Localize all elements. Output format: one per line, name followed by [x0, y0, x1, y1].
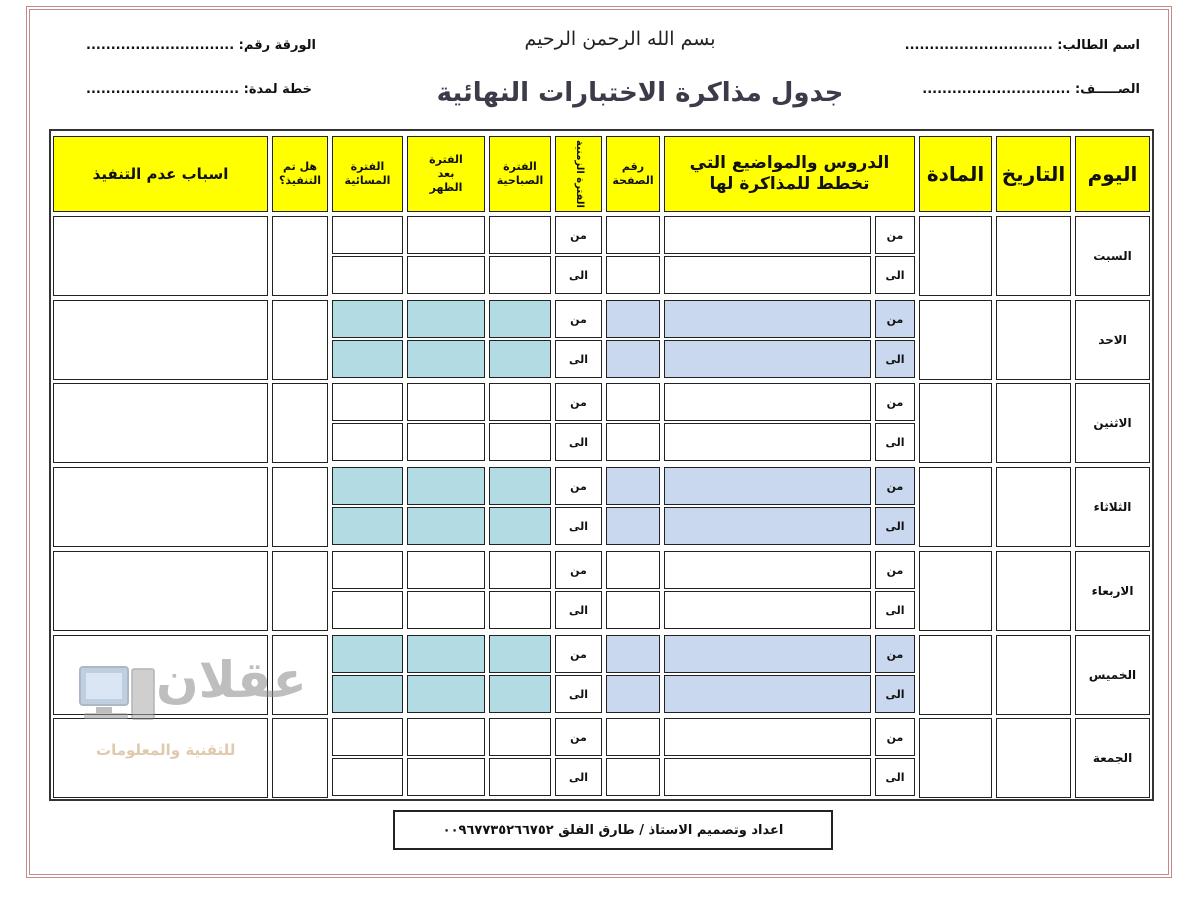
- executed-cell[interactable]: [272, 216, 328, 296]
- lessons-from-input[interactable]: [664, 718, 871, 756]
- header-time-period-label: الفترة الزمنية: [573, 140, 585, 208]
- evening-to-input[interactable]: [332, 423, 403, 461]
- to-label: الى: [875, 507, 915, 545]
- evening-from-input[interactable]: [332, 635, 403, 673]
- date-cell[interactable]: [996, 635, 1071, 715]
- evening-to-input[interactable]: [332, 507, 403, 545]
- time-from-label: من: [555, 383, 602, 421]
- from-label: من: [875, 383, 915, 421]
- from-label: من: [875, 635, 915, 673]
- afternoon-to-input[interactable]: [407, 591, 485, 629]
- morning-from-input[interactable]: [489, 467, 551, 505]
- page-to-input[interactable]: [606, 758, 660, 796]
- page-from-input[interactable]: [606, 216, 660, 254]
- evening-to-input[interactable]: [332, 591, 403, 629]
- lessons-to-input[interactable]: [664, 423, 871, 461]
- page-from-input[interactable]: [606, 383, 660, 421]
- afternoon-from-input[interactable]: [407, 635, 485, 673]
- date-cell[interactable]: [996, 467, 1071, 547]
- sheet-number-field: الورقة رقم: ..............................: [86, 38, 316, 53]
- from-label: من: [875, 300, 915, 338]
- morning-from-input[interactable]: [489, 551, 551, 589]
- morning-from-input[interactable]: [489, 383, 551, 421]
- evening-to-input[interactable]: [332, 340, 403, 378]
- student-name-field: اسم الطالب: ..............................: [904, 38, 1140, 53]
- day-name: الخميس: [1075, 635, 1150, 715]
- morning-from-input[interactable]: [489, 635, 551, 673]
- date-cell[interactable]: [996, 718, 1071, 798]
- evening-from-input[interactable]: [332, 216, 403, 254]
- reasons-cell[interactable]: [53, 383, 268, 463]
- lessons-from-input[interactable]: [664, 300, 871, 338]
- time-from-label: من: [555, 635, 602, 673]
- page-to-input[interactable]: [606, 340, 660, 378]
- subject-cell[interactable]: [919, 300, 992, 380]
- evening-from-input[interactable]: [332, 718, 403, 756]
- morning-from-input[interactable]: [489, 216, 551, 254]
- from-label: من: [875, 467, 915, 505]
- date-cell[interactable]: [996, 216, 1071, 296]
- subject-cell[interactable]: [919, 551, 992, 631]
- afternoon-from-input[interactable]: [407, 467, 485, 505]
- page-from-input[interactable]: [606, 467, 660, 505]
- evening-from-input[interactable]: [332, 467, 403, 505]
- designer-credit: اعداد وتصميم الاستاذ / طارق الفلق ٠٠٩٦٧٧٣٥٢٦٦٧٥٢: [393, 810, 833, 850]
- morning-to-input[interactable]: [489, 340, 551, 378]
- subject-cell[interactable]: [919, 635, 992, 715]
- from-label: من: [875, 551, 915, 589]
- reasons-cell[interactable]: [53, 216, 268, 296]
- watermark-tagline: للتقنية والمعلومات: [96, 741, 236, 759]
- header-time-period: [555, 136, 602, 212]
- date-cell[interactable]: [996, 300, 1071, 380]
- header-evening: الفترة المسائية: [332, 136, 403, 212]
- header-morning: الفترة الصباحية: [489, 136, 551, 212]
- time-to-label: الى: [555, 256, 602, 294]
- time-to-label: الى: [555, 675, 602, 713]
- day-name: الثلاثاء: [1075, 467, 1150, 547]
- lessons-to-input[interactable]: [664, 758, 871, 796]
- reasons-cell[interactable]: [53, 551, 268, 631]
- afternoon-to-input[interactable]: [407, 675, 485, 713]
- morning-from-input[interactable]: [489, 718, 551, 756]
- executed-cell[interactable]: [272, 383, 328, 463]
- time-from-label: من: [555, 551, 602, 589]
- plan-duration-field: خطة لمدة: ...............................: [86, 82, 313, 97]
- page-to-input[interactable]: [606, 591, 660, 629]
- lessons-to-input[interactable]: [664, 256, 871, 294]
- time-from-label: من: [555, 718, 602, 756]
- afternoon-to-input[interactable]: [407, 256, 485, 294]
- evening-to-input[interactable]: [332, 758, 403, 796]
- morning-to-input[interactable]: [489, 256, 551, 294]
- time-to-label: الى: [555, 591, 602, 629]
- header-date: التاريخ: [996, 136, 1071, 212]
- page-to-input[interactable]: [606, 675, 660, 713]
- header-reasons: اسباب عدم التنفيذ: [53, 136, 268, 212]
- time-from-label: من: [555, 300, 602, 338]
- reasons-cell[interactable]: [53, 467, 268, 547]
- morning-from-input[interactable]: [489, 300, 551, 338]
- header-day: اليوم: [1075, 136, 1150, 212]
- watermark-logo: [78, 651, 318, 775]
- subject-cell[interactable]: [919, 467, 992, 547]
- evening-from-input[interactable]: [332, 383, 403, 421]
- to-label: الى: [875, 758, 915, 796]
- lessons-from-input[interactable]: [664, 383, 871, 421]
- morning-to-input[interactable]: [489, 758, 551, 796]
- evening-from-input[interactable]: [332, 551, 403, 589]
- subject-cell[interactable]: [919, 216, 992, 296]
- lessons-to-input[interactable]: [664, 340, 871, 378]
- to-label: الى: [875, 591, 915, 629]
- lessons-to-input[interactable]: [664, 507, 871, 545]
- time-to-label: الى: [555, 758, 602, 796]
- afternoon-from-input[interactable]: [407, 551, 485, 589]
- executed-cell[interactable]: [272, 551, 328, 631]
- time-from-label: من: [555, 216, 602, 254]
- page-from-input[interactable]: [606, 551, 660, 589]
- reasons-cell[interactable]: [53, 300, 268, 380]
- header-lessons: الدروس والمواضيع التي تخطط للمذاكرة لها: [664, 136, 915, 212]
- afternoon-from-input[interactable]: [407, 718, 485, 756]
- page-to-input[interactable]: [606, 423, 660, 461]
- page-from-input[interactable]: [606, 635, 660, 673]
- morning-to-input[interactable]: [489, 675, 551, 713]
- time-to-label: الى: [555, 423, 602, 461]
- evening-to-input[interactable]: [332, 675, 403, 713]
- watermark-brand: عقلان: [156, 651, 307, 709]
- executed-cell[interactable]: [272, 300, 328, 380]
- page-title: جدول مذاكرة الاختبارات النهائية: [436, 78, 844, 108]
- evening-to-input[interactable]: [332, 256, 403, 294]
- day-name: الاثنين: [1075, 383, 1150, 463]
- lessons-from-input[interactable]: [664, 467, 871, 505]
- afternoon-to-input[interactable]: [407, 507, 485, 545]
- class-field: الصـــــف: ..............................: [922, 82, 1140, 97]
- morning-to-input[interactable]: [489, 591, 551, 629]
- basmala: بسم الله الرحمن الرحيم: [524, 28, 716, 50]
- page-from-input[interactable]: [606, 718, 660, 756]
- header-page-number: رقم الصفحة: [606, 136, 660, 212]
- day-name: الاحد: [1075, 300, 1150, 380]
- lessons-to-input[interactable]: [664, 675, 871, 713]
- page-from-input[interactable]: [606, 300, 660, 338]
- time-from-label: من: [555, 467, 602, 505]
- afternoon-to-input[interactable]: [407, 423, 485, 461]
- date-cell[interactable]: [996, 383, 1071, 463]
- time-to-label: الى: [555, 340, 602, 378]
- afternoon-from-input[interactable]: [407, 216, 485, 254]
- afternoon-to-input[interactable]: [407, 758, 485, 796]
- header-afternoon: الفترة بعد الظهر: [407, 136, 485, 212]
- day-name: الجمعة: [1075, 718, 1150, 798]
- morning-to-input[interactable]: [489, 507, 551, 545]
- date-cell[interactable]: [996, 551, 1071, 631]
- lessons-from-input[interactable]: [664, 551, 871, 589]
- header-subject: المادة: [919, 136, 992, 212]
- day-name: الاربعاء: [1075, 551, 1150, 631]
- from-label: من: [875, 216, 915, 254]
- day-name: السبت: [1075, 216, 1150, 296]
- header-executed: هل تم التنفيذ؟: [272, 136, 328, 212]
- to-label: الى: [875, 423, 915, 461]
- from-label: من: [875, 718, 915, 756]
- page-to-input[interactable]: [606, 256, 660, 294]
- to-label: الى: [875, 340, 915, 378]
- lessons-to-input[interactable]: [664, 591, 871, 629]
- lessons-from-input[interactable]: [664, 216, 871, 254]
- subject-cell[interactable]: [919, 383, 992, 463]
- subject-cell[interactable]: [919, 718, 992, 798]
- page-to-input[interactable]: [606, 507, 660, 545]
- afternoon-from-input[interactable]: [407, 383, 485, 421]
- afternoon-from-input[interactable]: [407, 300, 485, 338]
- evening-from-input[interactable]: [332, 300, 403, 338]
- to-label: الى: [875, 675, 915, 713]
- time-to-label: الى: [555, 507, 602, 545]
- executed-cell[interactable]: [272, 467, 328, 547]
- to-label: الى: [875, 256, 915, 294]
- lessons-from-input[interactable]: [664, 635, 871, 673]
- afternoon-to-input[interactable]: [407, 340, 485, 378]
- morning-to-input[interactable]: [489, 423, 551, 461]
